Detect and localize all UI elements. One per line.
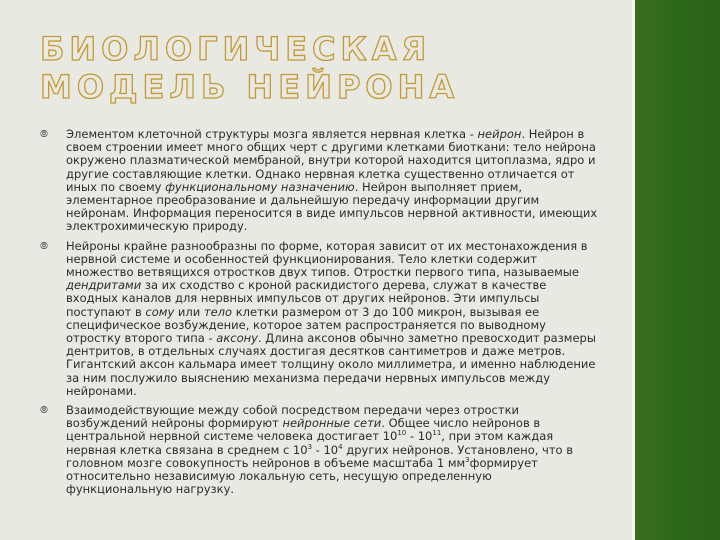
italic-term: нейрон bbox=[477, 127, 522, 141]
italic-term: аксону bbox=[216, 331, 258, 346]
list-item bbox=[40, 404, 600, 496]
text-run: Элементом клеточной структуры мозга является нервная клетка - bbox=[66, 127, 478, 141]
italic-term: нейронные сети bbox=[282, 416, 382, 431]
text-run: Нейроны крайне разнообразны по форме, которая зависит от их местонахождения в нервной системе и особенностей функционирования. Тело клетки содержит множество ветвящихся отростков двух типов. Отростки первого типа, называемые bbox=[66, 238, 588, 280]
paragraph bbox=[66, 404, 600, 496]
text-run: . Длина аксонов обычно заметно превосходит размеры дентритов, в отдельных случаях достигая десятков сантиметров и даже метров. Гигантский аксон кальмара имеет толщину около миллиметра, и именно наблюдение за ним послужило выяснению механизма передачи нервных импульсов между нейронами. bbox=[66, 331, 596, 398]
superscript: 10 bbox=[397, 429, 407, 438]
text-run: клетки размером от 3 до 100 микрон, вызывая ее специфическое возбуждение, которое затем распространяется по выводному отростку второго типа - bbox=[66, 304, 546, 346]
italic-term: сому bbox=[145, 304, 175, 319]
text-run: или bbox=[174, 304, 204, 319]
bullet-list bbox=[40, 128, 600, 502]
paragraph bbox=[66, 128, 600, 234]
superscript: 4 bbox=[338, 442, 343, 451]
text-run: Взаимодействующие между собой посредством передачи через отростки возбуждений нейроны формируют bbox=[66, 403, 519, 431]
italic-term: тело bbox=[203, 304, 233, 319]
text-run: за их сходство с кроной раскидистого дерева, служат в качестве входных каналов для нервных импульсов от других нейронов. Эти импульсы поступают в bbox=[66, 278, 547, 319]
text-run: - 10 bbox=[406, 429, 433, 444]
paragraph bbox=[66, 240, 600, 398]
text-run: . Нейрон в своем строении имеет много общих черт с другими клетками биоткани: тело нейрона окружено плазматической мембраной, внутри которой находится цитоплазма, ядро и другие составляющие клетки. Однако нервная клетка существенно отличается от иных по своему bbox=[66, 127, 596, 194]
green-sidebar bbox=[635, 0, 720, 540]
italic-term: дендритами bbox=[66, 278, 142, 293]
superscript: 11 bbox=[432, 429, 442, 438]
text-run: . Общее число нейронов в центральной нервной системе человека достигает 10 bbox=[66, 416, 541, 444]
target-bullet-icon: ⦾ bbox=[40, 240, 48, 252]
superscript: 3 bbox=[307, 442, 313, 451]
text-run: других нейронов. Установлено, что в головном мозге совокупность нейронов в объеме масштаба 1 мм bbox=[66, 442, 574, 470]
text-run: . Нейрон выполняет прием, элементарное преобразование и дальнейшую передачу информации другим нейронам. Информация переносится в виде импульсов нервной активности, имеющих электрохимическую природу. bbox=[66, 179, 598, 234]
slide-title: БИОЛОГИЧЕСКАЯ МОДЕЛЬ НЕЙРОНА bbox=[40, 30, 460, 106]
text-run: - 10 bbox=[312, 442, 339, 457]
superscript: 3 bbox=[465, 456, 470, 465]
text-run: формирует относительно независимую локальную сеть, несущую определенную функциональную нагрузку. bbox=[66, 455, 538, 497]
text-run: , при этом каждая нервная клетка связана в среднем с 10 bbox=[66, 429, 554, 457]
list-item bbox=[40, 240, 600, 398]
list-item bbox=[40, 128, 600, 234]
target-bullet-icon: ⦾ bbox=[40, 405, 48, 417]
target-bullet-icon: ⦾ bbox=[40, 129, 48, 140]
italic-term: функциональному назначению bbox=[165, 179, 355, 194]
